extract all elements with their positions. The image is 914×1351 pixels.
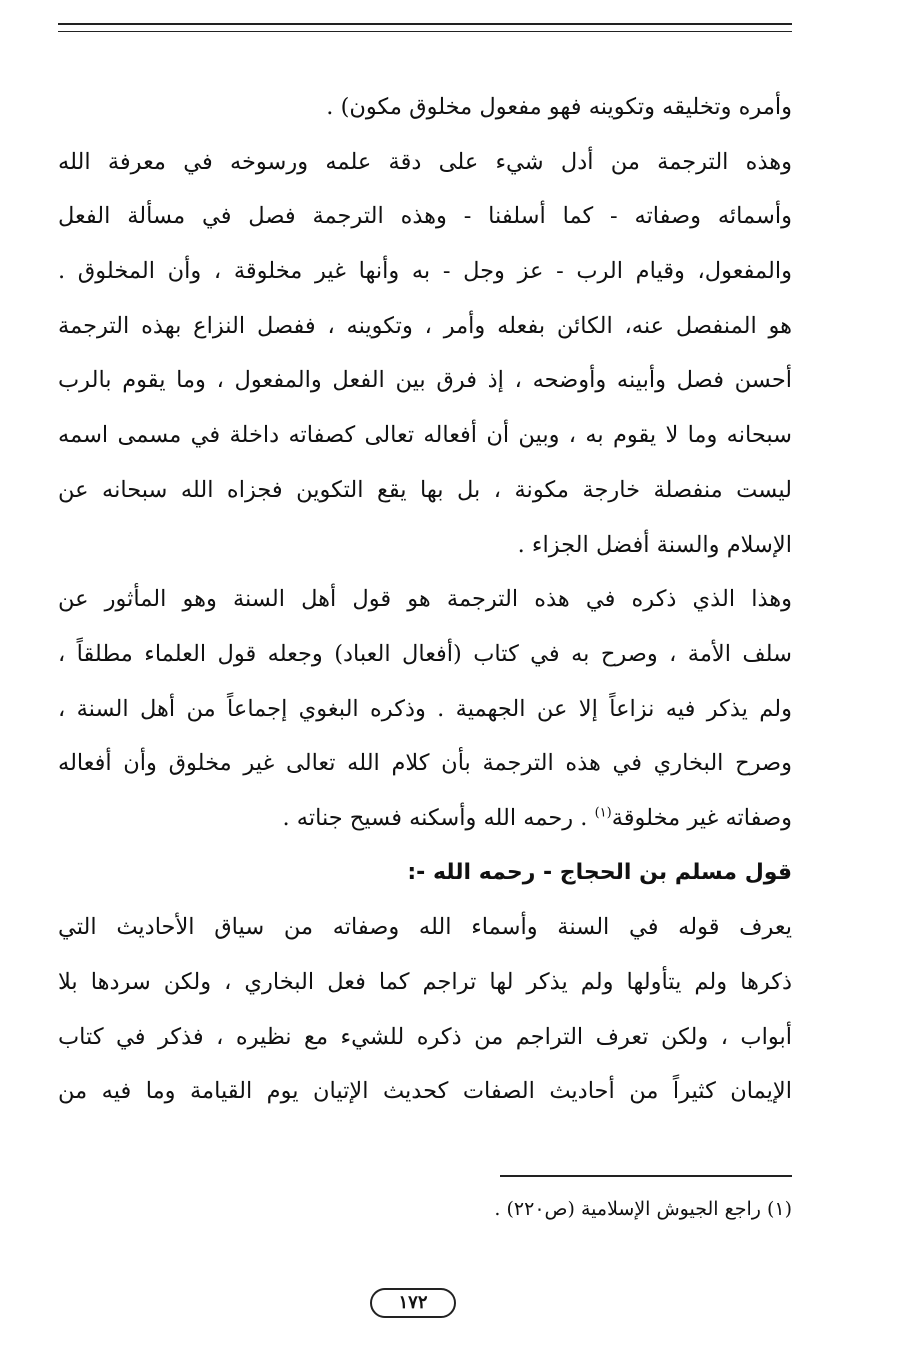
body-line: وهذا الذي ذكره في هذه الترجمة هو قول أهل السنة وهو المأثور عن <box>58 586 792 613</box>
header-rule-thick <box>58 23 792 25</box>
page-number: ١٧٢ <box>370 1288 456 1318</box>
body-line-text: . رحمه الله وأسكنه فسيح جناته . <box>282 804 595 831</box>
body-line-text: وصفاته غير مخلوقة <box>611 804 792 831</box>
body-line: والمفعول، وقيام الرب - عز وجل - به وأنها غير مخلوقة ، وأن المخلوق . <box>58 258 792 285</box>
body-line: هو المنفصل عنه، الكائن بفعله وأمر ، وتكوينه ، ففصل النزاع بهذه الترجمة <box>58 312 792 339</box>
footnote: (١) راجع الجيوش الإسلامية (ص٢٢٠) . <box>494 1198 792 1220</box>
body-line: وأسمائه وصفاته - كما أسلفنا - وهذه الترجمة فصل في مسألة الفعل <box>58 203 792 230</box>
page-body <box>58 80 792 1119</box>
header-rule-thin <box>58 31 792 32</box>
body-line-with-footnote <box>58 791 792 846</box>
body-line: يعرف قوله في السنة وأسماء الله وصفاته من سياق الأحاديث التي <box>58 914 792 941</box>
footnote-marker: (١) <box>594 805 612 821</box>
body-line: ذكرها ولم يتأولها ولم يذكر لها تراجم كما فعل البخاري ، ولكن سردها بلا <box>58 969 792 995</box>
body-line: ولم يذكر فيه نزاعاً إلا عن الجهمية . وذكره البغوي إجماعاً من أهل السنة ، <box>58 695 792 722</box>
body-line: أحسن فصل وأبينه وأوضحه ، إذ فرق بين الفعل والمفعول ، وما يقوم بالرب <box>58 367 792 394</box>
body-line: وصرح البخاري في هذه الترجمة بأن كلام الله تعالى غير مخلوق وأن أفعاله <box>58 750 792 777</box>
body-line: سبحانه وما لا يقوم به ، وبين أن أفعاله تعالى كصفاته داخلة في مسمى اسمه <box>58 422 792 449</box>
footnote-separator <box>500 1175 792 1177</box>
body-line: وأمره وتخليقه وتكوينه فهو مفعول مخلوق مكون) . <box>326 94 792 120</box>
body-line: ليست منفصلة خارجة مكونة ، بل بها يقع التكوين فجزاه الله سبحانه عن <box>58 476 792 503</box>
body-line: سلف الأمة ، وصرح به في كتاب (أفعال العباد) وجعله قول العلماء مطلقاً ، <box>58 640 792 667</box>
body-line: أبواب ، ولكن تعرف التراجم من ذكره للشيء مع نظيره ، فذكر في كتاب <box>58 1023 792 1050</box>
body-line: الإيمان كثيراً من أحاديث الصفات كحديث الإتيان يوم القيامة وما فيه من <box>58 1078 792 1105</box>
body-line: الإسلام والسنة أفضل الجزاء . <box>517 531 792 558</box>
section-heading: قول مسلم بن الحجاج - رحمه الله -: <box>407 859 792 885</box>
body-line: وهذه الترجمة من أدل شيء على دقة علمه ورسوخه في معرفة الله <box>58 148 792 175</box>
